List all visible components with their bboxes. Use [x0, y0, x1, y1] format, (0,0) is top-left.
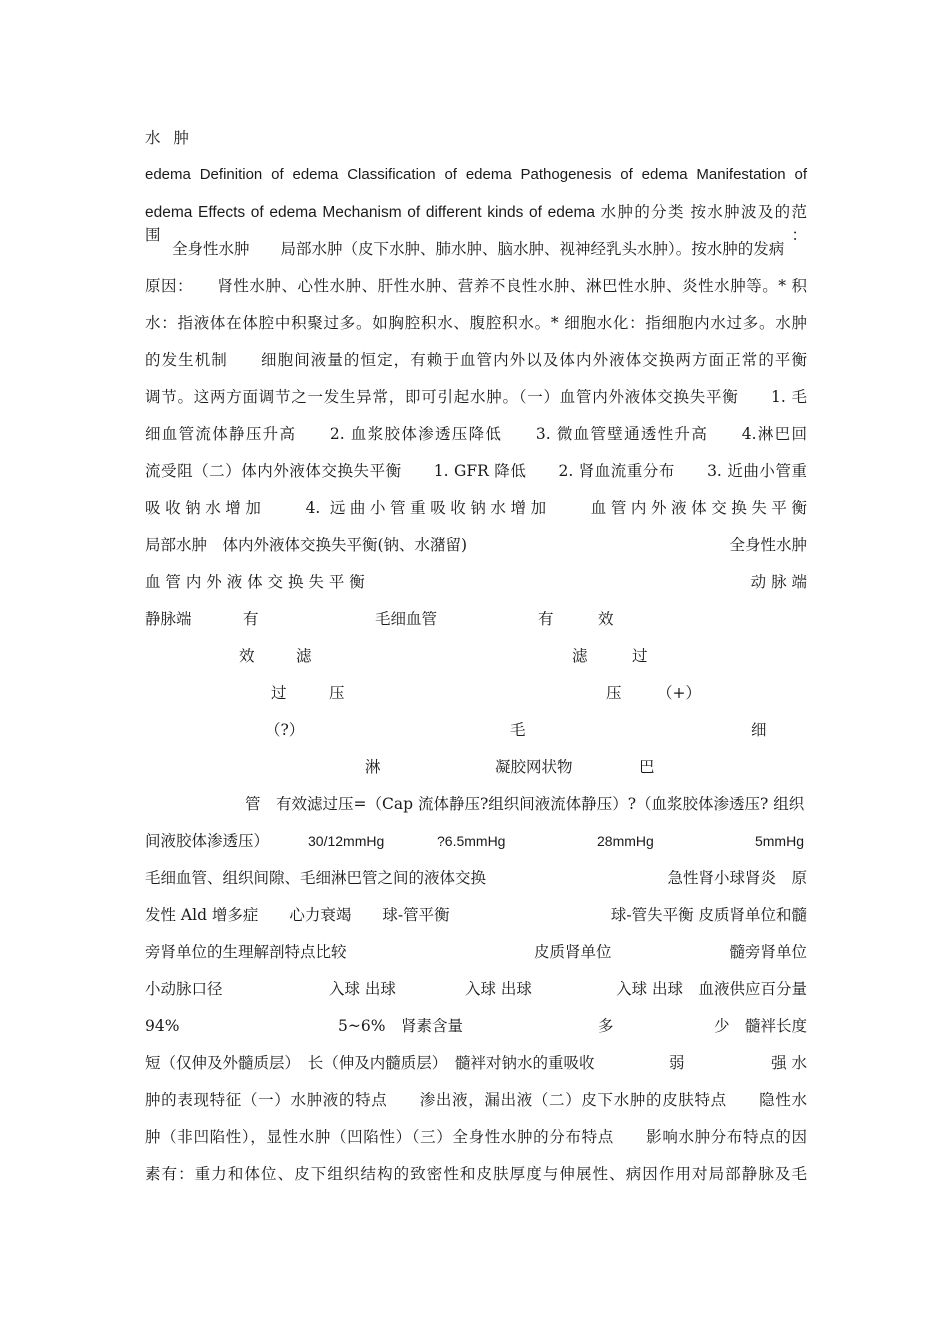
line14-seg-3: 滤: [572, 647, 588, 665]
line25-seg-2: 弱: [669, 1054, 685, 1072]
text-line-12: [145, 571, 807, 595]
line19-seg-4: 28mmHg: [597, 833, 654, 849]
line12-right: 动 脉 端: [750, 573, 807, 591]
line22-mid: 皮质肾单位: [534, 943, 612, 961]
line25-seg-1: 短（仅伸及外髓质层） 长（伸及内髓质层） 髓袢对钠水的重吸收: [145, 1054, 595, 1072]
line13-seg-1: 静脉端: [145, 610, 192, 628]
text-line-2: edema Effects of edema Mechanism of different kinds of edema 水肿的分类 按水肿波及的范围：: [145, 204, 807, 244]
text-line-18: 管 有效滤过压=（Cap 流体静压?组织间液流体静压）?（血浆胶体渗透压? 组织: [245, 795, 805, 813]
line24-seg-3: 多: [598, 1017, 614, 1035]
line19-seg-1: 间液胶体渗透压）: [145, 832, 270, 850]
line16-seg-2: 毛: [510, 721, 526, 739]
text-line-20: [145, 867, 807, 891]
doc-title: 水 肿: [145, 129, 193, 147]
text-line-3: 全身性水肿 局部水肿（皮下水肿、肺水肿、脑水肿、视神经乳头水肿）。按水肿的发病: [172, 240, 785, 258]
line23-seg-4: 入球 出球 血液供应百分量: [616, 980, 807, 998]
line21-right: 球-管失平衡 皮质肾单位和髓: [610, 906, 807, 924]
text-line-4: 原因： 肾性水肿、心性水肿、肝性水肿、营养不良性水肿、淋巴性水肿、炎性水肿等。* 积: [145, 277, 807, 295]
line15-seg-3: 压: [606, 684, 622, 702]
text-line-11: [145, 534, 807, 558]
line17-seg-2: 凝胶网状物: [495, 758, 573, 776]
text-line-28: 素有：重力和体位、皮下组织结构的致密性和皮肤厚度与伸展性、病因作用对局部静脉及毛: [145, 1165, 807, 1183]
line15-seg-4: （+）: [657, 684, 701, 702]
line15-seg-1: 过: [271, 684, 287, 702]
text-line-9: 流受阻（二）体内外液体交换失平衡 1. GFR 降低 2. 肾血流重分布 3. 近曲小管重: [145, 462, 807, 480]
line24-seg-1: 94%: [145, 1017, 180, 1035]
line14-seg-2: 滤: [296, 647, 312, 665]
line14-seg-4: 过: [632, 647, 648, 665]
text-line-6: 的发生机制 细胞间液量的恒定，有赖于血管内外以及体内外液体交换两方面正常的平衡: [145, 351, 807, 369]
text-line-13: [145, 608, 807, 632]
text-line-5: 水：指液体在体腔中积聚过多。如胸腔积水、腹腔积水。* 细胞水化：指细胞内水过多。水肿: [145, 314, 807, 332]
line12-left: 血 管 内 外 液 体 交 换 失 平 衡: [145, 573, 365, 591]
line20-right: 急性肾小球肾炎 原: [667, 869, 807, 887]
text-line-21: [145, 904, 807, 928]
line17-seg-1: 淋: [365, 758, 381, 776]
text-line-24: [145, 1015, 807, 1039]
line25-seg-3: 强 水: [771, 1054, 807, 1072]
line24-seg-2: 5~6% 肾素含量: [338, 1017, 463, 1035]
line24-seg-4: 少 髓袢长度: [713, 1017, 807, 1035]
text-line-7: 调节。这两方面调节之一发生异常，即可引起水肿。（一）血管内外液体交换失平衡 1. 毛: [145, 388, 807, 406]
line19-seg-3: ?6.5mmHg: [437, 833, 506, 849]
line13-seg-2: 有: [243, 610, 259, 628]
line17-seg-3: 巴: [639, 758, 655, 776]
text-line-27: 肿（非凹陷性），显性水肿（凹陷性）（三）全身性水肿的分布特点 影响水肿分布特点的因: [145, 1128, 807, 1146]
text-line-2: [145, 201, 807, 244]
line23-seg-3: 入球 出球: [465, 980, 532, 998]
text-line-15: [145, 682, 807, 706]
line13-seg-3: 毛细血管: [375, 610, 438, 628]
line22-left: 旁肾单位的生理解剖特点比较: [145, 943, 347, 961]
text-line-8: 细血管流体静压升高 2. 血浆胶体渗透压降低 3. 微血管壁通透性升高 4.淋巴回: [145, 425, 807, 443]
line13-seg-4: 有: [538, 610, 554, 628]
line11-left: 局部水肿 体内外液体交换失平衡(钠、水潴留): [145, 536, 468, 554]
text-line-25: [145, 1052, 807, 1076]
line14-seg-1: 效: [239, 647, 255, 665]
line21-left: 发性 Ald 增多症 心力衰竭 球-管平衡: [145, 906, 450, 924]
line13-seg-5: 效: [598, 610, 614, 628]
line16-seg-3: 细: [751, 721, 767, 739]
text-line-22: [145, 941, 807, 965]
line20-left: 毛细血管、组织间隙、毛细淋巴管之间的液体交换: [145, 869, 487, 887]
text-line-14: [145, 645, 807, 669]
line22-right: 髓旁肾单位: [729, 943, 807, 961]
text-line-1: edema Definition of edema Classification of edema Pathogenesis of edema Manifestation of: [145, 166, 807, 183]
text-line-26: 肿的表现特征（一）水肿液的特点 渗出液，漏出液（二）皮下水肿的皮肤特点 隐性水: [145, 1091, 807, 1109]
text-line-16: [145, 719, 807, 743]
line19-seg-2: 30/12mmHg: [308, 833, 385, 849]
line19-seg-5: 5mmHg: [754, 833, 804, 849]
line23-seg-2: 入球 出球: [329, 980, 396, 998]
line16-seg-1: （?）: [265, 721, 305, 739]
line15-seg-2: 压: [329, 684, 345, 702]
text-line-23: [145, 978, 807, 1002]
text-line-19: [145, 830, 807, 854]
text-line-10: 吸收钠水增加 4. 远曲小管重吸收钠水增加 血管内外液体交换失平衡: [145, 499, 807, 517]
text-line-17: [145, 756, 807, 780]
line23-seg-1: 小动脉口径: [145, 980, 223, 998]
line11-right: 全身性水肿: [729, 536, 807, 554]
